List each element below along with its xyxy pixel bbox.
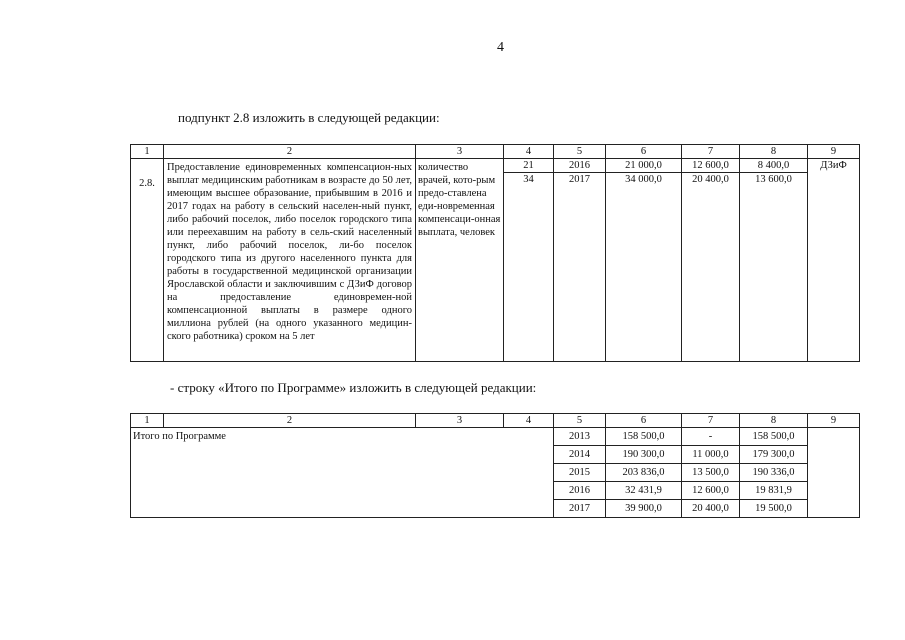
table-row <box>131 428 860 446</box>
indicator-text: количество врачей, кото-рым предо-ставлена еди-новременная компенсаци-онная выплата, человек <box>416 159 504 362</box>
row-number: 2.8. <box>131 159 164 362</box>
year-cell: 2013 <box>554 428 606 446</box>
year-2017: 2017 <box>554 172 605 186</box>
value-cell: 19 500,0 <box>740 500 808 518</box>
value-cell: 190 336,0 <box>740 464 808 482</box>
year-cell: 2017 <box>554 500 606 518</box>
header-cell: 2 <box>164 145 416 159</box>
header-cell: 8 <box>740 414 808 428</box>
header-cell: 9 <box>808 145 860 159</box>
value-cell: 11 000,0 <box>682 446 740 464</box>
value-cell: 179 300,0 <box>740 446 808 464</box>
page-number: 4 <box>497 40 504 55</box>
header-cell: 1 <box>131 414 164 428</box>
table-subitem-2-8 <box>130 144 860 362</box>
value-cell: 190 300,0 <box>606 446 682 464</box>
header-cell: 5 <box>554 145 606 159</box>
header-cell: 9 <box>808 414 860 428</box>
header-cell: 1 <box>131 145 164 159</box>
value-cell: 39 900,0 <box>606 500 682 518</box>
col8-2016: 8 400,0 <box>757 160 790 171</box>
value-cell: 203 836,0 <box>606 464 682 482</box>
header-cell: 3 <box>416 145 504 159</box>
col7-2017: 20 400,0 <box>682 172 739 186</box>
intro-text-total: - строку «Итого по Программе» изложить в следующей редакции: <box>170 380 537 395</box>
value-cell: 158 500,0 <box>740 428 808 446</box>
count-2016: 21 <box>523 160 534 171</box>
header-cell: 8 <box>740 145 808 159</box>
col8-2017: 13 600,0 <box>740 172 807 186</box>
header-cell: 6 <box>606 145 682 159</box>
executor: ДЗиФ <box>808 159 860 362</box>
table-header-row <box>131 414 860 428</box>
col7-2016: 12 600,0 <box>692 160 729 171</box>
header-cell: 2 <box>164 414 416 428</box>
table-header-row <box>131 145 860 159</box>
program-total-label: Итого по Программе <box>131 428 554 518</box>
header-cell: 4 <box>504 414 554 428</box>
header-cell: 3 <box>416 414 504 428</box>
table-program-total <box>130 413 860 518</box>
value-cell: - <box>682 428 740 446</box>
header-cell: 5 <box>554 414 606 428</box>
value-cell: 19 831,9 <box>740 482 808 500</box>
year-cell: 2015 <box>554 464 606 482</box>
value-cell: 13 500,0 <box>682 464 740 482</box>
measure-description: Предоставление единовременных компенсацион-ных выплат медицинским работникам в возрасте до 50 лет, имеющим высшее образование, прибывшим в 2016 и 2017 годах на работу в сельский населен-ный пункт, либо рабочий поселок, либо поселок городского типа или переехавшим на работу в сель-ский населенный пункт, либо рабочий поселок, ли-бо поселок городского типа из другого населенного пункта для работы в государственной медицинской организации Ярославской области и заключившим с ДЗиФ договор на предоставление единовремен-ной компенсационной выплаты в размере одного миллиона рублей (на одного указанного медицин-ского работника) сроком на 5 лет <box>164 159 416 362</box>
table-row <box>131 159 860 362</box>
header-cell: 6 <box>606 414 682 428</box>
intro-text-subitem: подпункт 2.8 изложить в следующей редакции: <box>178 110 440 125</box>
total-2017: 34 000,0 <box>606 172 681 186</box>
year-cell: 2016 <box>554 482 606 500</box>
value-cell: 20 400,0 <box>682 500 740 518</box>
value-cell: 12 600,0 <box>682 482 740 500</box>
year-cell: 2014 <box>554 446 606 464</box>
header-cell: 7 <box>682 414 740 428</box>
header-cell: 4 <box>504 145 554 159</box>
count-2017: 34 <box>504 172 553 186</box>
year-2016: 2016 <box>569 160 590 171</box>
empty-cell <box>808 428 860 518</box>
header-cell: 7 <box>682 145 740 159</box>
value-cell: 32 431,9 <box>606 482 682 500</box>
total-2016: 21 000,0 <box>625 160 662 171</box>
value-cell: 158 500,0 <box>606 428 682 446</box>
